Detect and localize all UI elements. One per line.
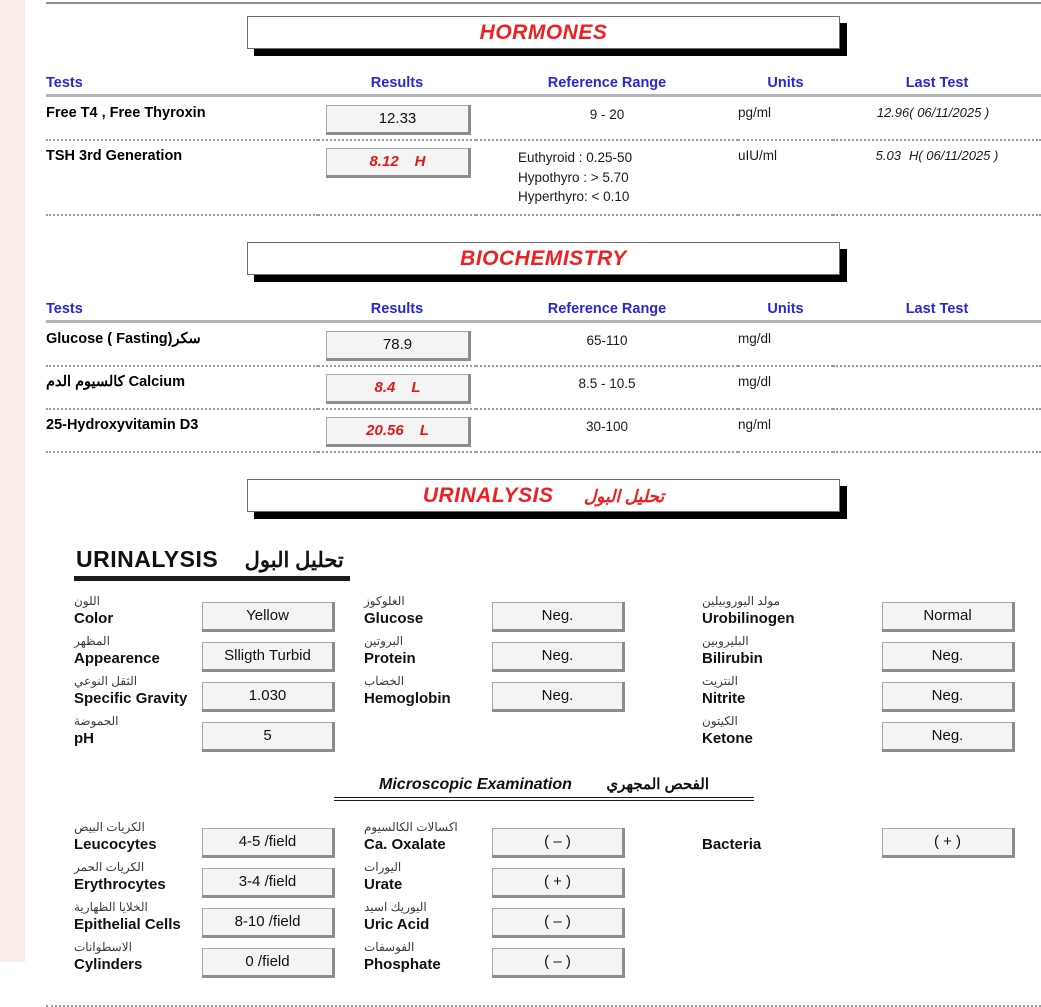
table-row — [46, 140, 1041, 215]
field-label-arabic: الكريات البيض — [74, 819, 145, 834]
col-header-last-test: Last Test — [833, 301, 1041, 324]
last-test-cell — [833, 140, 1041, 215]
urinalysis-dipstick-grid — [74, 593, 1041, 761]
result-cell — [318, 366, 476, 409]
field-label — [702, 633, 882, 669]
microscopic-field-row — [364, 939, 654, 975]
table-row — [46, 409, 1041, 452]
field-value-box: Neg. — [492, 682, 622, 709]
last-test-cell — [833, 324, 1041, 366]
col-header-tests: Tests — [46, 301, 318, 324]
field-label-english: Hemoglobin — [364, 689, 451, 707]
field-label-arabic: الكيتون — [702, 713, 738, 728]
left-margin-strip — [0, 0, 25, 962]
field-label-english: Protein — [364, 649, 416, 667]
col-header-units: Units — [738, 301, 833, 324]
field-label — [702, 836, 882, 855]
field-label-english: Urobilinogen — [702, 609, 795, 627]
urinalysis-banner-title-ar: تحليل البول — [583, 486, 665, 506]
urinalysis-field-row — [654, 633, 1041, 669]
test-name-cell: TSH 3rd Generation — [46, 140, 318, 215]
microscopic-field-row — [364, 819, 654, 855]
field-label-english: Nitrite — [702, 689, 746, 707]
test-name-cell: Free T4 , Free Thyroxin — [46, 98, 318, 140]
field-label — [364, 673, 492, 709]
field-label-english: Epithelial Cells — [74, 915, 181, 933]
field-label — [74, 819, 202, 855]
field-label-english: Specific Gravity — [74, 689, 188, 707]
urinalysis-field-row — [654, 713, 1041, 749]
urinalysis-chemical2-column — [654, 593, 1041, 761]
last-test-cell — [833, 409, 1041, 452]
field-label-arabic: المظهر — [74, 633, 110, 648]
microscopic-field-row — [74, 859, 364, 895]
table-row — [46, 98, 1041, 140]
urinalysis-banner — [247, 479, 840, 512]
field-value-box: 1.030 — [202, 682, 332, 709]
last-test-cell — [833, 366, 1041, 409]
units-cell: mg/dl — [738, 324, 833, 366]
field-label — [702, 713, 882, 749]
result-value: 20.56 — [366, 421, 404, 439]
field-label — [74, 673, 202, 709]
urinalysis-field-row — [364, 633, 654, 669]
field-label-english: Leucocytes — [74, 835, 157, 853]
field-value-box: 4-5 /field — [202, 828, 332, 855]
urinalysis-chemical-column — [364, 593, 654, 761]
col-header-reference-range: Reference Range — [476, 75, 738, 98]
field-label — [364, 633, 492, 669]
field-label — [74, 713, 202, 749]
urinalysis-banner-title-en: URINALYSIS — [422, 483, 554, 507]
field-label-arabic: اكسالات الكالسيوم — [364, 819, 458, 834]
field-label-arabic: اليوريك اسيد — [364, 899, 427, 914]
col-header-units: Units — [738, 75, 833, 98]
units-cell: pg/ml — [738, 98, 833, 140]
units-cell: mg/dl — [738, 366, 833, 409]
field-label-english: Color — [74, 609, 114, 627]
col-header-last-test: Last Test — [833, 75, 1041, 98]
urinalysis-field-row — [74, 633, 364, 669]
field-value-box: 0 /field — [202, 948, 332, 975]
field-value-box: Normal — [882, 602, 1012, 629]
result-value-box — [326, 105, 468, 132]
field-label-english: Appearence — [74, 649, 160, 667]
hormones-banner — [247, 16, 840, 49]
hormones-banner-box — [247, 16, 840, 49]
last-test-value: 5.03 — [875, 148, 901, 163]
field-label-english: Uric Acid — [364, 915, 430, 933]
reference-range-cell: Euthyroid : 0.25-50 Hypothyro : > 5.70 Hyperthyro: < 0.10 — [476, 140, 738, 215]
field-label-english: Bacteria — [702, 835, 762, 853]
microscopic-field-row — [364, 899, 654, 935]
urinalysis-field-row — [74, 593, 364, 629]
field-value-box: ( – ) — [492, 828, 622, 855]
hormones-banner-title: HORMONES — [479, 21, 608, 44]
biochemistry-banner-title: BIOCHEMISTRY — [460, 246, 627, 270]
field-label — [74, 593, 202, 629]
field-value-box: ( – ) — [492, 908, 622, 935]
microscopic-other-column — [654, 827, 1041, 987]
field-label-arabic: اليورات — [364, 859, 402, 874]
field-label-arabic: مولد اليوروبيلين — [702, 593, 781, 608]
field-label-english: Phosphate — [364, 955, 441, 973]
urinalysis-field-row — [654, 673, 1041, 709]
hormones-table-body — [46, 98, 1041, 215]
result-cell — [318, 409, 476, 452]
field-value-box: ( + ) — [882, 828, 1012, 855]
reference-range-cell: 30-100 — [476, 409, 738, 452]
field-value-box: Neg. — [882, 642, 1012, 669]
reference-range-cell: 65-110 — [476, 324, 738, 366]
field-label — [364, 899, 492, 935]
field-label — [702, 673, 882, 709]
urinalysis-banner-box — [247, 479, 840, 512]
result-value: 12.33 — [378, 110, 417, 127]
last-test-flag: H( 06/11/2025 ) — [908, 148, 999, 163]
field-label — [74, 633, 202, 669]
field-value-box: 5 — [202, 722, 332, 749]
field-label — [364, 819, 492, 855]
table-row — [46, 324, 1041, 366]
field-value-box: Yellow — [202, 602, 332, 629]
field-value-box: ( + ) — [492, 868, 622, 895]
field-value-box: 3-4 /field — [202, 868, 332, 895]
microscopic-exam-header-en: Microscopic Examination — [379, 775, 572, 793]
field-label-arabic: النتريت — [702, 673, 738, 688]
urinalysis-field-row — [74, 673, 364, 709]
field-label — [364, 859, 492, 895]
result-value-box — [326, 148, 468, 175]
result-value-box — [326, 331, 468, 358]
field-label-english: Glucose — [364, 609, 424, 627]
table-header-row — [46, 75, 1041, 98]
field-label-english: Urate — [364, 875, 403, 893]
result-value: 8.4 — [374, 378, 396, 396]
field-label-english: Erythrocytes — [74, 875, 166, 893]
microscopic-field-row — [364, 859, 654, 895]
field-label-english: Ketone — [702, 729, 753, 747]
report-content — [46, 0, 1041, 1007]
result-value-box — [326, 417, 468, 444]
urinalysis-subheader-ar: تحليل البول — [244, 548, 344, 572]
col-header-results: Results — [318, 75, 476, 98]
field-label — [74, 859, 202, 895]
urinalysis-field-row — [74, 713, 364, 749]
field-label-arabic: الحموضة — [74, 713, 119, 728]
field-label-arabic: البروتين — [364, 633, 404, 648]
field-label-english: Cylinders — [74, 955, 143, 973]
field-label — [74, 939, 202, 975]
field-label — [364, 593, 492, 629]
field-label-arabic: اللون — [74, 593, 100, 608]
field-value-box: Neg. — [492, 602, 622, 629]
microscopic-field-row — [74, 819, 364, 855]
field-value-box: Neg. — [882, 722, 1012, 749]
microscopic-grid — [74, 819, 1041, 987]
microscopic-field-row — [74, 899, 364, 935]
biochemistry-table-body — [46, 324, 1041, 452]
field-value-box: 8-10 /field — [202, 908, 332, 935]
hormones-table-head — [46, 75, 1041, 98]
microscopic-field-row — [654, 827, 1041, 855]
field-label-arabic: الثقل النوعي — [74, 673, 138, 688]
field-label-arabic: الخلايا الظهارية — [74, 899, 148, 914]
microscopic-crystals-column — [364, 819, 654, 987]
field-value-box: Slligth Turbid — [202, 642, 332, 669]
units-cell: ng/ml — [738, 409, 833, 452]
units-cell: uIU/ml — [738, 140, 833, 215]
result-value-box — [326, 374, 468, 401]
col-header-results: Results — [318, 301, 476, 324]
field-label-english: pH — [74, 729, 94, 747]
bottom-divider-rule — [46, 1005, 1041, 1007]
urinalysis-subheader-en: URINALYSIS — [76, 545, 219, 572]
biochemistry-banner — [247, 242, 840, 275]
col-header-tests: Tests — [46, 75, 318, 98]
reference-range-cell: 9 - 20 — [476, 98, 738, 140]
result-cell — [318, 140, 476, 215]
result-flag: L — [411, 378, 421, 396]
reference-range-cell: 8.5 - 10.5 — [476, 366, 738, 409]
urinalysis-field-row — [364, 593, 654, 629]
table-row — [46, 366, 1041, 409]
result-value: 78.9 — [382, 335, 413, 353]
field-label-arabic: الاسطوانات — [74, 939, 132, 954]
last-test-cell — [833, 98, 1041, 140]
biochemistry-banner-box — [247, 242, 840, 275]
field-label-arabic: الكريات الحمر — [74, 859, 145, 874]
urinalysis-field-row — [654, 593, 1041, 629]
biochemistry-table — [46, 301, 1041, 453]
microscopic-exam-header — [334, 775, 754, 801]
last-test-value: 12.96( 06/11/2025 ) — [876, 105, 990, 120]
table-header-row — [46, 301, 1041, 324]
result-cell — [318, 324, 476, 366]
biochemistry-table-head — [46, 301, 1041, 324]
urinalysis-subheader-wrap — [74, 512, 1041, 581]
field-label-arabic: الخضاب — [364, 673, 405, 688]
hormones-table — [46, 75, 1041, 216]
result-flag: H — [414, 153, 426, 170]
field-value-box: Neg. — [882, 682, 1012, 709]
result-cell — [318, 98, 476, 140]
microscopic-field-row — [74, 939, 364, 975]
field-label — [364, 939, 492, 975]
field-label — [702, 593, 882, 629]
test-name-cell: 25-Hydroxyvitamin D3 — [46, 409, 318, 452]
test-name-cell: كالسيوم الدم Calcium — [46, 366, 318, 409]
field-label-arabic: الفوسفات — [364, 939, 415, 954]
urinalysis-subheader — [74, 546, 350, 581]
test-name-cell: Glucose ( Fasting)سكر — [46, 324, 318, 366]
field-label-arabic: الغلوكوز — [364, 593, 405, 608]
field-value-box: Neg. — [492, 642, 622, 669]
microscopic-cells-column — [74, 819, 364, 987]
field-label — [74, 899, 202, 935]
urinalysis-physical-column — [74, 593, 364, 761]
result-value: 8.12 — [369, 153, 399, 170]
field-label-english: Ca. Oxalate — [364, 835, 446, 853]
field-label-arabic: البليروبين — [702, 633, 749, 648]
col-header-reference-range: Reference Range — [476, 301, 738, 324]
urinalysis-field-row — [364, 673, 654, 709]
field-value-box: ( – ) — [492, 948, 622, 975]
result-flag: L — [419, 421, 429, 439]
field-label-english: Bilirubin — [702, 649, 763, 667]
microscopic-exam-header-ar: الفحص المجهري — [606, 775, 709, 793]
